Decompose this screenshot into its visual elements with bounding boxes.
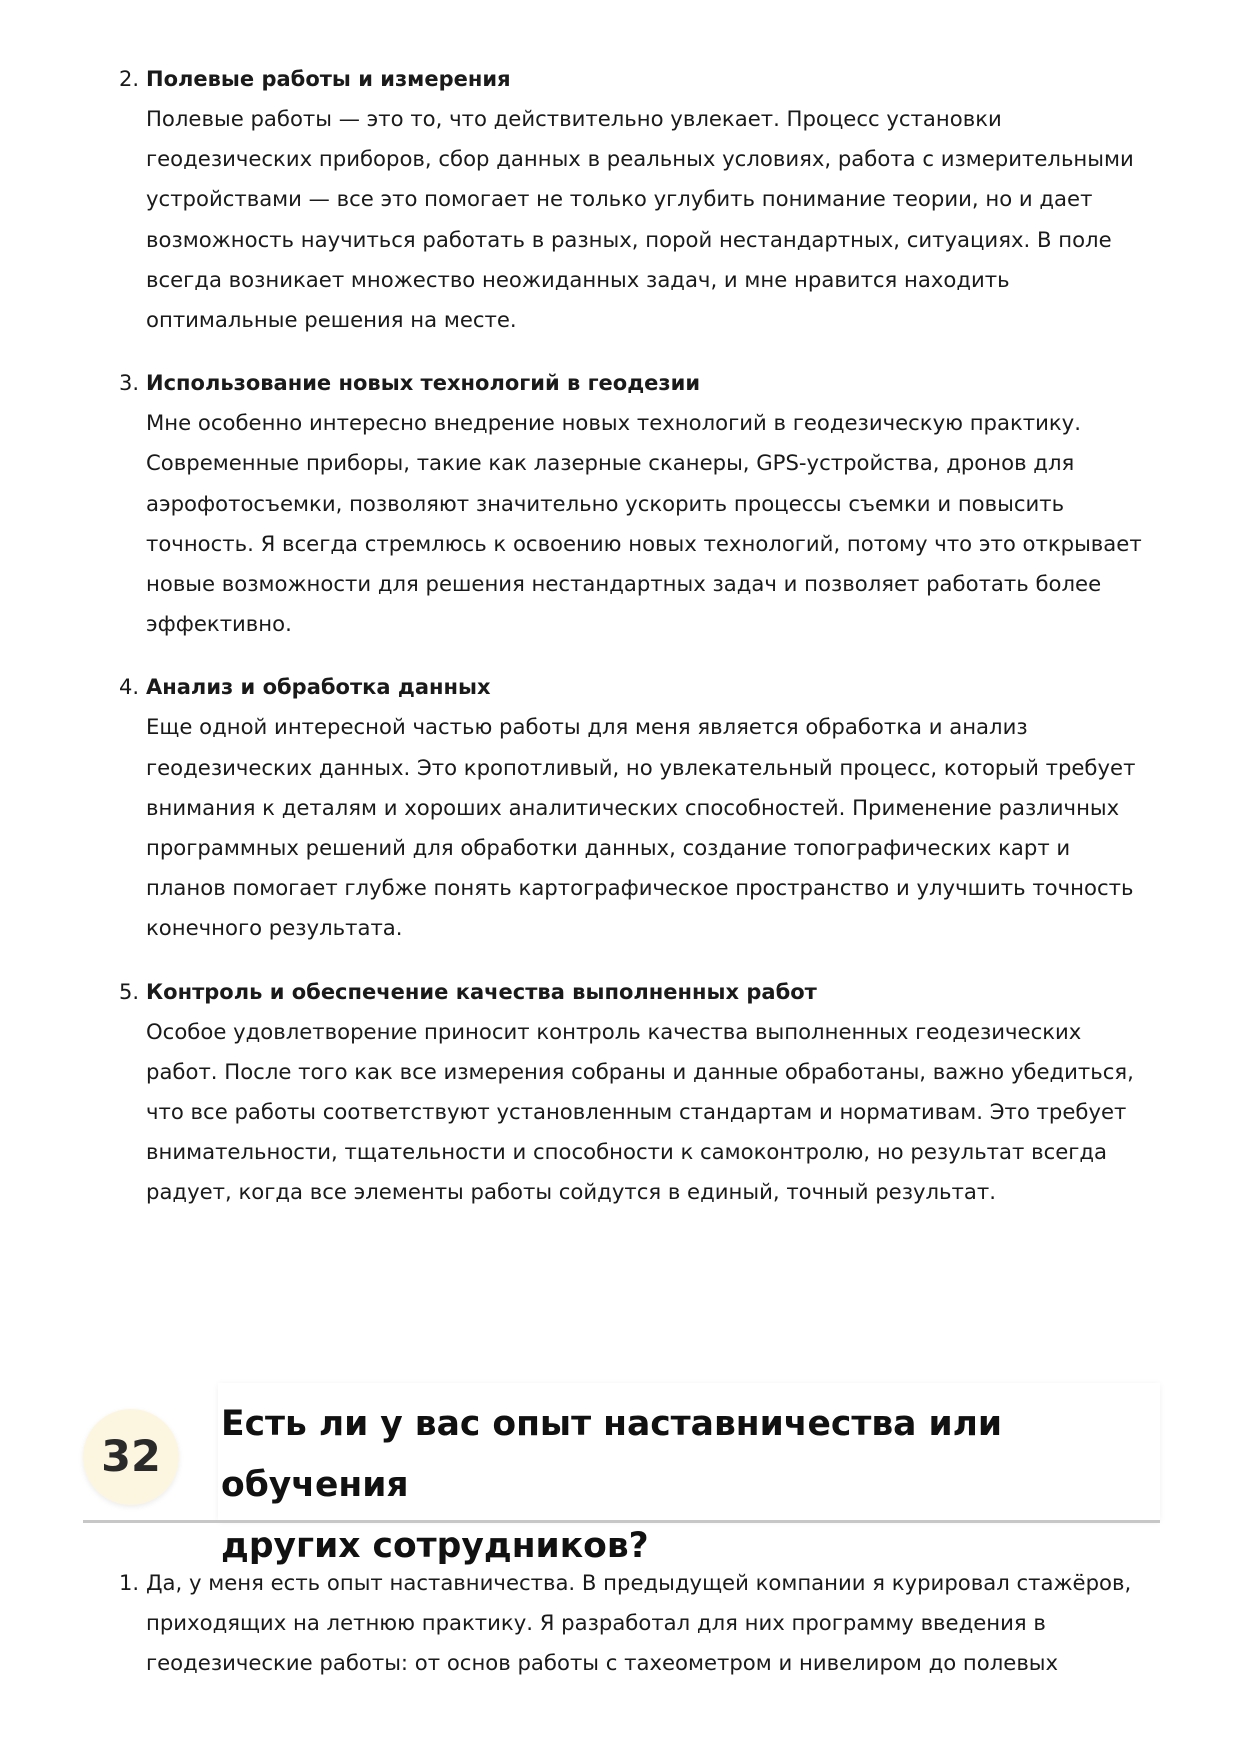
text-line: что все работы соответствуют установленным стандартам и нормативам. Это требует	[146, 1099, 1127, 1125]
text-line: всегда возникает множество неожиданных задач, и мне нравится находить	[146, 266, 1010, 292]
text-line: Современные приборы, такие как лазерные сканеры, GPS-устройства, дронов для	[146, 450, 1075, 476]
text-line: возможность научиться работать в разных, порой нестандартных, ситуациях. В поле	[146, 226, 1112, 252]
list-item	[119, 972, 1161, 1213]
text-line: планов помогает глубже понять картографическое пространство и улучшить точность	[146, 875, 1134, 901]
text-line: конечного результата.	[146, 915, 403, 941]
text-line: Да, у меня есть опыт наставничества. В предыдущей компании я курировал стажёров,	[146, 1570, 1132, 1595]
list-item	[119, 363, 1161, 644]
list-item-body	[146, 707, 1161, 948]
list-item-body	[146, 403, 1161, 644]
text-line: Особое удовлетворение приносит контроль качества выполненных геодезических	[146, 1018, 1082, 1044]
list-item-title: Контроль и обеспечение качества выполненных работ	[146, 979, 817, 1004]
list-item-body	[146, 1012, 1161, 1213]
text-line: радует, когда все элементы работы сойдутся в единый, точный результат.	[146, 1179, 996, 1205]
text-line: работ. После того как все измерения собраны и данные обработаны, важно убедиться,	[146, 1058, 1134, 1084]
list-item	[119, 1563, 1161, 1684]
question-title-line: Есть ли у вас опыт наставничества или обучения	[221, 1404, 1003, 1505]
text-line: внимательности, тщательности и способности к самоконтролю, но результат всегда	[146, 1139, 1108, 1165]
list-item	[119, 59, 1161, 340]
text-line: геодезические работы: от основ работы с тахеометром и нивелиром до полевых	[146, 1650, 1059, 1676]
text-line: приходящих на летнюю практику. Я разработал для них программу введения в	[146, 1610, 1046, 1636]
text-line: Еще одной интересной частью работы для меня является обработка и анализ	[146, 714, 1028, 740]
list-item-title: Анализ и обработка данных	[146, 675, 491, 700]
list-item-number: 4.	[119, 675, 140, 700]
text-line: Полевые работы — это то, что действительно увлекает. Процесс установки	[146, 106, 1002, 131]
text-line: точность. Я всегда стремлюсь к освоению новых технологий, потому что это открывает	[146, 530, 1142, 556]
text-line: эффективно.	[146, 611, 292, 637]
text-line: новые возможности для решения нестандартных задач и позволяет работать более	[146, 571, 1102, 597]
list-item-body	[146, 99, 1161, 340]
list-item	[119, 667, 1161, 948]
text-line: устройствами — все это помогает не только углубить понимание теории, но и дает	[146, 186, 1093, 212]
text-line: Мне особенно интересно внедрение новых технологий в геодезическую практику.	[146, 410, 1081, 436]
list-item-title: Использование новых технологий в геодезии	[146, 371, 701, 396]
text-line: аэрофотосъемки, позволяют значительно ускорить процессы съемки и повысить	[146, 490, 1065, 516]
question-header	[83, 1383, 1160, 1566]
answer-list	[119, 1563, 1161, 1707]
list-item-number: 2.	[119, 67, 140, 91]
question-number-badge: 32	[83, 1409, 179, 1505]
text-line: геодезических данных. Это кропотливый, но увлекательный процесс, который требует	[146, 754, 1136, 780]
list-item-number: 3.	[119, 371, 140, 396]
text-line: программных решений для обработки данных, создание топографических карт и	[146, 835, 1071, 861]
list-item-number: 5.	[119, 979, 140, 1004]
text-line: оптимальные решения на месте.	[146, 307, 517, 333]
question-title-line: других сотрудников?	[221, 1526, 649, 1566]
text-line: геодезических приборов, сбор данных в реальных условиях, работа с измерительными	[146, 146, 1134, 172]
list-item-number: 1.	[119, 1571, 140, 1595]
text-line: внимания к деталям и хороших аналитических способностей. Применение различных	[146, 794, 1120, 820]
list-item-body	[146, 1563, 1161, 1684]
question-title	[221, 1394, 1151, 1577]
numbered-list-continued	[119, 59, 1161, 1236]
list-item-title: Полевые работы и измерения	[146, 67, 511, 91]
